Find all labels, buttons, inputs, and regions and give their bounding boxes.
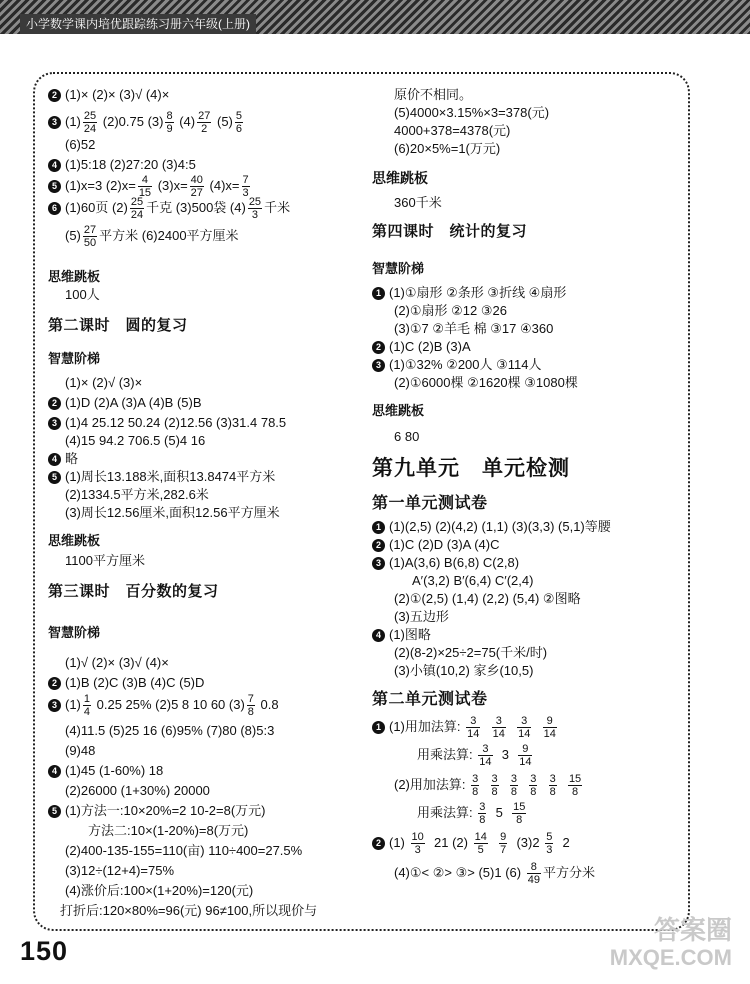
question-number: 3 bbox=[48, 417, 61, 430]
fraction: $\frac{1}{4}$ bbox=[83, 693, 91, 719]
question-number: 3 bbox=[372, 359, 385, 372]
fraction: $\frac{25}{24}$ bbox=[130, 196, 144, 222]
answer-line: 3 (1) $\frac{25}{24}$ (2)0.75 (3) $\frac{8}{9}$ (4) $\frac{27}{2}$ (5) $\frac{5}{6}$ bbox=[48, 110, 245, 134]
unit-title: 第九单元 单元检测 bbox=[372, 457, 570, 480]
question-number: 2 bbox=[48, 677, 61, 690]
question-number: 1 bbox=[372, 521, 385, 534]
answer-line: (2)(8-2)×25÷2=75(千米/时) bbox=[394, 645, 548, 660]
lesson-title: 第四课时 统计的复习 bbox=[372, 223, 528, 240]
answer-line: 3 (1)A(3,6) B(6,8) C(2,8) bbox=[372, 554, 519, 572]
answer-line: 4000+378=4378(元) bbox=[394, 123, 511, 138]
question-number: 3 bbox=[372, 557, 385, 570]
fraction: $\frac{3}{14}$ bbox=[518, 715, 531, 741]
answer-line: (5) $\frac{27}{50}$ 平方米 (6)2400平方厘米 bbox=[65, 224, 239, 250]
fraction: $\frac{4}{15}$ bbox=[138, 174, 152, 200]
answer-line: 2 (1)C (2)D (3)A (4)C bbox=[372, 536, 500, 554]
question-number: 2 bbox=[48, 397, 61, 410]
answer-line: (2)26000 (1+30%) 20000 bbox=[65, 783, 210, 798]
answer-line: 2 (1)× (2)× (3)√ (4)× bbox=[48, 86, 169, 104]
fraction: $\frac{7}{3}$ bbox=[242, 174, 249, 200]
question-number: 1 bbox=[372, 287, 385, 300]
answer-line: (6)52 bbox=[65, 137, 96, 152]
answer-line: (3)五边形 bbox=[394, 609, 449, 624]
answer-line: 2 (1)C (2)B (3)A bbox=[372, 338, 471, 356]
book-title: 小学数学课内培优跟踪练习册六年级(上册) bbox=[20, 14, 256, 34]
question-number: 5 bbox=[48, 805, 61, 818]
fraction: $\frac{3}{14}$ bbox=[467, 715, 480, 741]
answer-line: (4)涨价后:100×(1+20%)=120(元) bbox=[65, 883, 254, 898]
fraction: $\frac{9}{14}$ bbox=[543, 715, 556, 741]
fraction: $\frac{10}{3}$ bbox=[411, 831, 424, 857]
section-heading: 思维跳板 bbox=[372, 170, 428, 186]
answer-line: 6 80 bbox=[394, 429, 420, 444]
section-heading: 思维跳板 bbox=[372, 403, 425, 418]
question-number: 6 bbox=[48, 202, 61, 215]
fraction: $\frac{9}{14}$ bbox=[519, 743, 532, 769]
answer-line: 原价不相同。 bbox=[394, 87, 473, 102]
watermark: 答案圈 MXQE.COM bbox=[609, 915, 732, 970]
section-heading: 思维跳板 bbox=[48, 269, 101, 284]
answer-line: (2)①(2,5) (1,4) (2,2) (5,4) ②图略 bbox=[394, 591, 581, 606]
answer-line: 3 (1) $\frac{1}{4}$ 0.25 25% (2)5 8 10 60 (3) $\frac{7}{8}$ 0.8 bbox=[48, 692, 279, 718]
question-number: 5 bbox=[48, 180, 61, 193]
answer-line: 3 (1)4 25.12 50.24 (2)12.56 (3)31.4 78.5 bbox=[48, 414, 286, 432]
answer-line: 方法二:10×(1-20%)=8(万元) bbox=[88, 823, 249, 838]
fraction: $\frac{27}{2}$ bbox=[198, 110, 211, 136]
answer-line: (1)× (2)√ (3)× bbox=[65, 375, 143, 390]
question-number: 3 bbox=[48, 699, 61, 712]
section-heading: 智慧阶梯 bbox=[372, 261, 425, 276]
fraction: $\frac{14}{5}$ bbox=[474, 831, 487, 857]
answer-line: 5 (1)方法一:10×20%=2 10-2=8(万元) bbox=[48, 802, 266, 820]
answer-line: 1 (1)(2,5) (2)(4,2) (1,1) (3)(3,3) (5,1)等腰 bbox=[372, 518, 611, 536]
answer-line: 5 (1)x=3 (2)x= $\frac{4}{15}$ (3)x= $\frac{40}{27}$ (4)x= $\frac{7}{3}$ bbox=[48, 174, 252, 198]
test-title: 第二单元测试卷 bbox=[372, 691, 488, 708]
question-number: 2 bbox=[372, 539, 385, 552]
answer-line: (4)11.5 (5)25 16 (6)95% (7)80 (8)5:3 bbox=[65, 723, 275, 738]
answer-line: 4 (1)45 (1-60%) 18 bbox=[48, 762, 163, 780]
fraction: $\frac{40}{27}$ bbox=[190, 174, 203, 200]
section-heading: 智慧阶梯 bbox=[48, 625, 101, 640]
fraction: $\frac{5}{6}$ bbox=[235, 110, 242, 136]
fraction: $\frac{3}{8}$ bbox=[549, 773, 556, 799]
fraction: $\frac{9}{7}$ bbox=[500, 831, 507, 857]
question-number: 4 bbox=[48, 453, 61, 466]
answer-line: A′(3,2) B′(6,4) C′(2,4) bbox=[412, 573, 534, 588]
question-number: 2 bbox=[372, 341, 385, 354]
fraction: $\frac{3}{8}$ bbox=[491, 773, 498, 799]
answer-line: (2)①扇形 ②12 ③26 bbox=[394, 303, 507, 318]
fraction: $\frac{15}{8}$ bbox=[513, 801, 526, 827]
answer-line: 用乘法算: $\frac{3}{14}$ 3 $\frac{9}{14}$ bbox=[417, 743, 532, 769]
fraction: $\frac{3}{8}$ bbox=[530, 773, 537, 799]
fraction: $\frac{8}{9}$ bbox=[166, 110, 173, 136]
question-number: 2 bbox=[48, 89, 61, 102]
fraction: $\frac{8}{49}$ bbox=[527, 861, 540, 887]
answer-line: (3)周长12.56厘米,面积12.56平方厘米 bbox=[65, 505, 280, 520]
answer-line: 打折后:120×80%=96(元) 96≠100,所以现价与 bbox=[60, 903, 318, 918]
answer-line: (2)400-135-155=110(亩) 110÷400=27.5% bbox=[65, 843, 303, 858]
answer-line: (5)4000×3.15%×3=378(元) bbox=[394, 105, 550, 120]
answer-line: 用乘法算: $\frac{3}{8}$ 5 $\frac{15}{8}$ bbox=[417, 801, 526, 827]
header-banner bbox=[0, 0, 750, 34]
answer-line: 1 (1)用加法算: $\frac{3}{14}$ $\frac{3}{14}$ $\frac{3}{14}$ $\frac{9}{14}$ bbox=[372, 714, 559, 740]
fraction: $\frac{5}{3}$ bbox=[546, 831, 553, 857]
answer-line: (6)20×5%=1(万元) bbox=[394, 141, 501, 156]
answer-line: 4 略 bbox=[48, 450, 78, 468]
fraction: $\frac{7}{8}$ bbox=[247, 693, 254, 719]
fraction: $\frac{3}{14}$ bbox=[479, 743, 492, 769]
answer-line: 1100平方厘米 bbox=[65, 553, 145, 568]
answer-line: 2 (1)B (2)C (3)B (4)C (5)D bbox=[48, 674, 204, 692]
fraction: $\frac{15}{8}$ bbox=[568, 773, 582, 799]
section-heading: 智慧阶梯 bbox=[48, 351, 101, 366]
question-number: 3 bbox=[48, 116, 61, 129]
answer-line: (2)用加法算: $\frac{3}{8}$ $\frac{3}{8}$ $\frac{3}{8}$ $\frac{3}{8}$ $\frac{3}{8}$ $\frac{15}{8}$ bbox=[394, 773, 582, 799]
answer-line: (3)小镇(10,2) 家乡(10,5) bbox=[394, 663, 534, 678]
answer-line: 100人 bbox=[65, 287, 100, 302]
lesson-title: 第三课时 百分数的复习 bbox=[48, 583, 219, 600]
fraction: $\frac{25}{3}$ bbox=[248, 196, 262, 222]
answer-line: (3)①7 ②羊毛 棉 ③17 ④360 bbox=[394, 321, 554, 336]
answer-line: 1 (1)①扇形 ②条形 ③折线 ④扇形 bbox=[372, 284, 566, 302]
answer-line: (2)1334.5平方米,282.6米 bbox=[65, 487, 209, 502]
question-number: 4 bbox=[372, 629, 385, 642]
answer-line: 4 (1)图略 bbox=[372, 626, 431, 644]
question-number: 4 bbox=[48, 765, 61, 778]
answer-line: (4)15 94.2 706.5 (5)4 16 bbox=[65, 433, 206, 448]
answer-line: (3)12÷(12+4)=75% bbox=[65, 863, 175, 878]
answer-line: 2 (1)D (2)A (3)A (4)B (5)B bbox=[48, 394, 202, 412]
answer-line: 360千米 bbox=[394, 195, 442, 210]
test-title: 第一单元测试卷 bbox=[372, 495, 488, 512]
answer-line: 4 (1)5:18 (2)27:20 (3)4:5 bbox=[48, 156, 196, 174]
question-number: 1 bbox=[372, 721, 385, 734]
answer-line: 3 (1)①32% ②200人 ③114人 bbox=[372, 356, 542, 374]
answer-line: 2 (1) $\frac{10}{3}$ 21 (2) $\frac{14}{5}$ $\frac{9}{7}$ (3)2 $\frac{5}{3}$ 2 bbox=[372, 830, 570, 856]
fraction: $\frac{27}{50}$ bbox=[83, 224, 97, 250]
question-number: 2 bbox=[372, 837, 385, 850]
answer-line: 5 (1)周长13.188米,面积13.8474平方米 bbox=[48, 468, 275, 486]
fraction: $\frac{3}{8}$ bbox=[510, 773, 517, 799]
answer-line: (1)√ (2)× (3)√ (4)× bbox=[65, 655, 169, 670]
answer-line: 6 (1)60页 (2) $\frac{25}{24}$ 千克 (3)500袋 (4) $\frac{25}{3}$ 千米 bbox=[48, 196, 290, 220]
answer-line: (4)①< ②> ③> (5)1 (6) $\frac{8}{49}$ 平方分米 bbox=[394, 861, 595, 887]
section-heading: 思维跳板 bbox=[48, 533, 101, 548]
question-number: 5 bbox=[48, 471, 61, 484]
answer-line: (9)48 bbox=[65, 743, 96, 758]
answer-line: (2)①6000棵 ②1620棵 ③1080棵 bbox=[394, 375, 578, 390]
fraction: $\frac{3}{8}$ bbox=[479, 801, 486, 827]
lesson-title: 第二课时 圆的复习 bbox=[48, 317, 188, 334]
question-number: 4 bbox=[48, 159, 61, 172]
fraction: $\frac{3}{8}$ bbox=[472, 773, 479, 799]
fraction: $\frac{3}{14}$ bbox=[492, 715, 505, 741]
fraction: $\frac{25}{24}$ bbox=[83, 110, 97, 136]
page-number: 150 bbox=[20, 936, 69, 966]
